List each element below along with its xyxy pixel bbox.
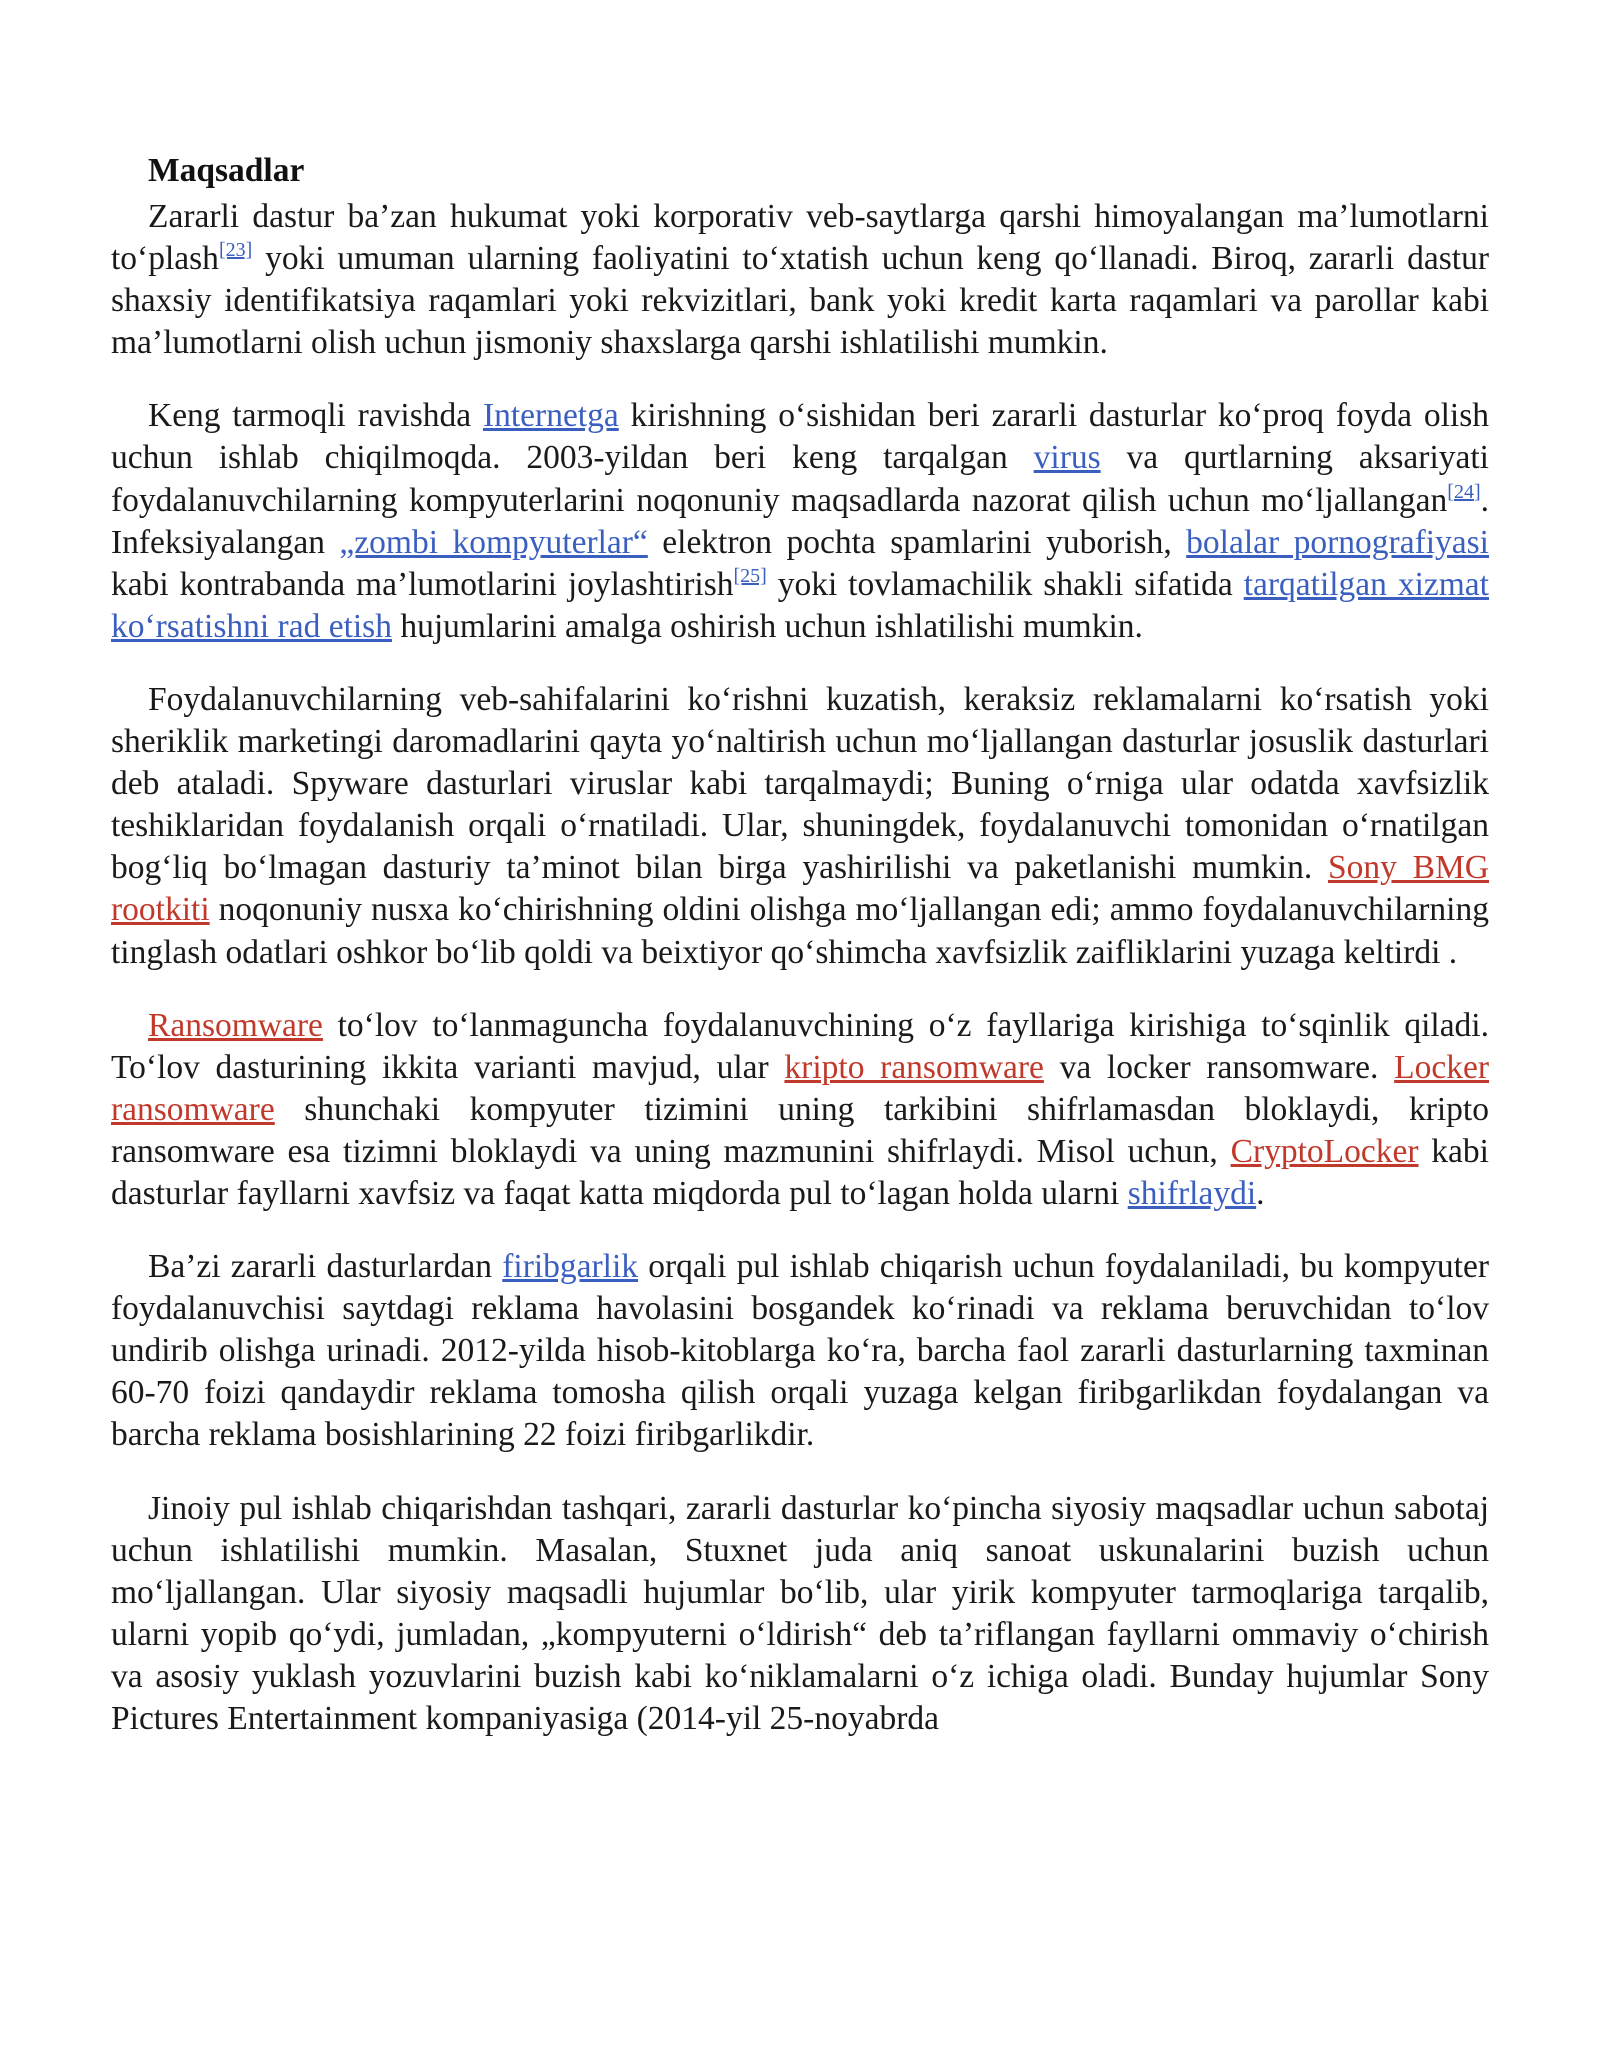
link-internetga[interactable]: Internetga [482, 397, 619, 435]
footnote-ref [734, 565, 767, 587]
document-page [111, 150, 1489, 1771]
link-cryptolocker[interactable]: CryptoLocker [1230, 1132, 1419, 1170]
link-kripto-ransomware[interactable]: kripto ransomware [784, 1048, 1044, 1086]
paragraph-6: Jinoiy pul ishlab chiqarishdan tashqari, zararli dasturlar ko‘pincha siyosiy maqsadlar uchun sabotaj uchun ishlatilishi mumkin. Masalan, Stuxnet juda aniq sanoat uskunalarini buzish uchun mo‘ljallangan. Ular siyosiy maqsadli hujumlar bo‘lib, ular yirik kompyuter tarmoqlariga tarqalib, ularni yopib qo‘ydi, jumladan, „kompyuterni o‘ldirish“ deb ta’riflangan fayllarni ommaviy o‘chirish va asosiy yuklash yozuvlarini buzish kabi ko‘niklamalarni o‘z ichiga oladi. Bunday hujumlar Sony Pictures Entertainment kompaniyasiga (2014-yil 25-noyabrda [111, 1489, 1489, 1737]
link-locker-ransomware[interactable]: Locker ransomware [111, 1048, 1489, 1128]
link-bolalar-pornografiyasi[interactable]: bolalar pornografiyasi [1186, 523, 1489, 561]
section-heading: Maqsadlar [148, 152, 305, 189]
paragraph-4: Ransomware to‘lov to‘lanmaguncha foydalanuvchining o‘z fayllariga kirishiga to‘sqinlik qiladi. To‘lov dasturining ikkita varianti mavjud, ular kripto ransomware va locker ransomware. Locker ransomware shunchaki kompyuter tizimini uning tarkibini shifrlamasdan bloklaydi, kripto ransomware esa tizimni bloklaydi va uning mazmunini shifrlaydi. Misol uchun, CryptoLocker kabi dasturlar fayllarni xavfsiz va faqat katta miqdorda pul to‘lagan holda ularni shifrlaydi. [111, 1006, 1489, 1212]
footnote-link-23[interactable]: [23] [218, 239, 253, 262]
link-virus[interactable]: virus [1033, 439, 1101, 477]
link-shifrlaydi[interactable]: shifrlaydi [1127, 1174, 1257, 1212]
footnote-ref [1447, 481, 1480, 503]
link-firibgarlik[interactable]: firibgarlik [502, 1248, 639, 1286]
paragraph-1: Zararli dastur ba’zan hukumat yoki korporativ veb-saytlarga qarshi himoyalangan ma’lumotlarni to‘plash[23] yoki umuman ularning faoliyatini to‘xtatish uchun keng qo‘llanadi. Biroq, zararli dastur shaxsiy identifikatsiya raqamlari yoki rekvizitlari, bank yoki kredit karta raqamlari va parollar kabi ma’lumotlarni olish uchun jismoniy shaxslarga qarshi ishlatilishi mumkin. [111, 198, 1489, 362]
link-ransomware[interactable]: Ransomware [148, 1006, 323, 1044]
paragraph-3: Foydalanuvchilarning veb-sahifalarini ko‘rishni kuzatish, keraksiz reklamalarni ko‘rsatish yoki sheriklik marketingi daromadlarini qayta yo‘naltirish uchun mo‘ljallangan dasturlar josuslik dasturlari deb ataladi. Spyware dasturlari viruslar kabi tarqalmaydi; Buning o‘rniga ular odatda xavfsizlik teshiklaridan foydalanish orqali o‘rnatiladi. Ular, shuningdek, foydalanuvchi tomonidan o‘rnatilgan bog‘liq bo‘lmagan dasturiy ta’minot bilan birga yashirilishi va paketlanishi mumkin. Sony BMG rootkiti noqonuniy nusxa ko‘chirishning oldini olishga mo‘ljallangan edi; ammo foydalanuvchilarning tinglash odatlari oshkor bo‘lib qoldi va beixtiyor qo‘shimcha xavfsizlik zaifliklarini yuzaga keltirdi . [111, 680, 1489, 971]
paragraph-2: Keng tarmoqli ravishda Internetga kirishning o‘sishidan beri zararli dasturlar ko‘proq foyda olish uchun ishlab chiqilmoqda. 2003-yildan beri keng tarqalgan virus va qurtlarning aksariyati foydalanuvchilarning kompyuterlarini noqonuniy maqsadlarda nazorat qilish uchun mo‘ljallangan[24]. Infeksiyalangan „zombi kompyuterlar“ elektron pochta spamlarini yuborish, bolalar pornografiyasi kabi kontrabanda ma’lumotlarini joylashtirish[25] yoki tovlamachilik shakli sifatida tarqatilgan xizmat ko‘rsatishni rad etish hujumlarini amalga oshirish uchun ishlatilishi mumkin. [111, 397, 1489, 645]
link-zombi-kompyuterlar[interactable]: „zombi kompyuterlar“ [339, 523, 648, 561]
paragraph-5: Ba’zi zararli dasturlardan firibgarlik orqali pul ishlab chiqarish uchun foydalaniladi, bu kompyuter foydalanuvchisi saytdagi reklama havolasini bosgandek ko‘rinadi va reklama beruvchidan to‘lov undirib olishga urinadi. 2012-yilda hisob-kitoblarga ko‘ra, barcha faol zararli dasturlarning taxminan 60-70 foizi qandaydir reklama tomosha qilish orqali yuzaga kelgan firibgarlikdan foydalangan va barcha reklama bosishlarining 22 foizi firibgarlikdir. [111, 1248, 1489, 1454]
footnote-link-24[interactable]: [24] [1447, 480, 1481, 503]
footnote-ref [219, 239, 252, 261]
link-sony-bmg-rootkit[interactable]: Sony BMG rootkiti [111, 849, 1489, 929]
link-ddos[interactable]: tarqatilgan xizmat ko‘rsatishni rad etish [111, 565, 1489, 645]
footnote-link-25[interactable]: [25] [733, 564, 767, 587]
